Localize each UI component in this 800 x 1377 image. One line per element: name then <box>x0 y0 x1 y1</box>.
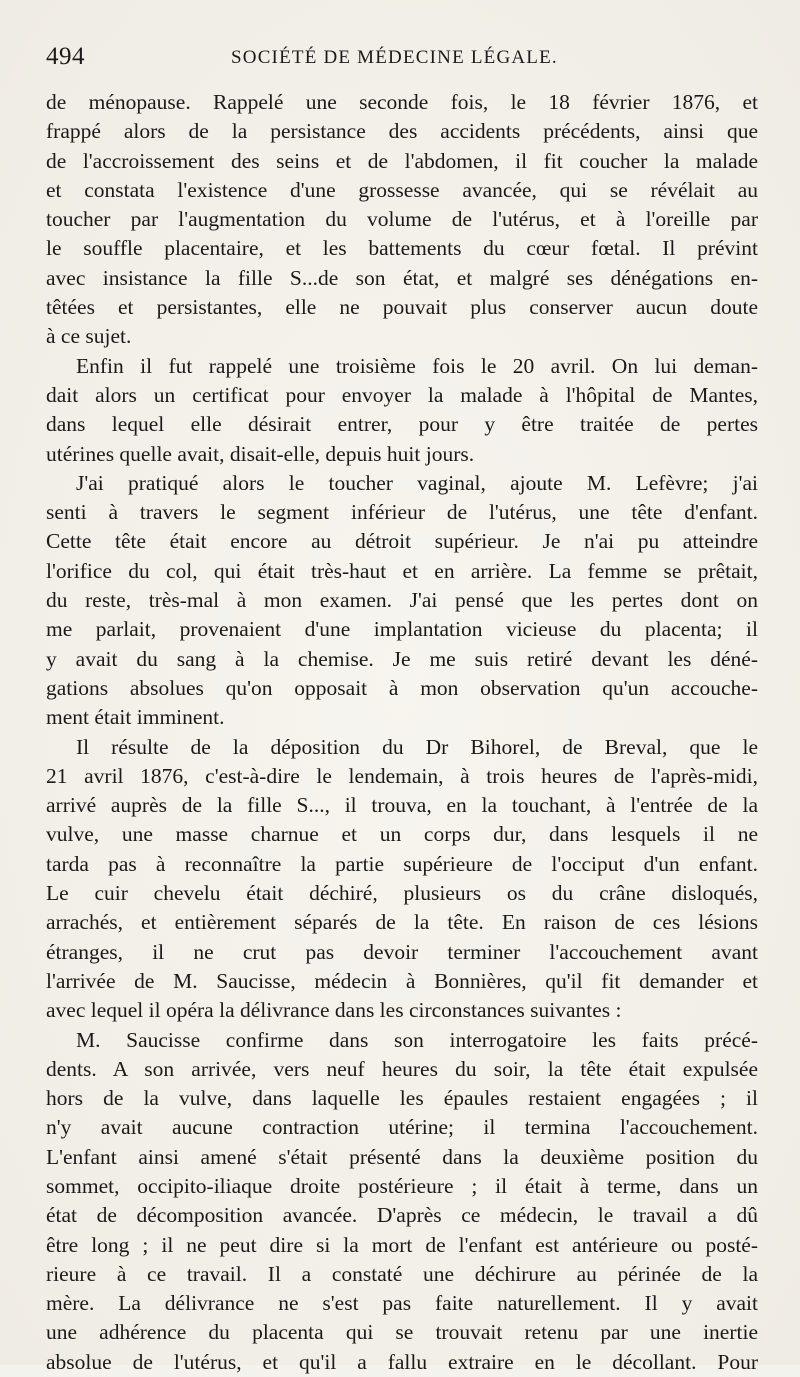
text-line: du reste, très-mal à mon examen. J'ai pensé que les pertes dont on <box>46 586 758 615</box>
text-line: avec insistance la fille S...de son état, et malgré ses dénégations en- <box>46 264 758 293</box>
text-line: frappé alors de la persistance des accidents précédents, ainsi que <box>46 117 758 146</box>
running-head-title: SOCIÉTÉ DE MÉDECINE LÉGALE. <box>231 44 558 72</box>
text-line: y avait du sang à la chemise. Je me suis retiré devant les déné- <box>46 645 758 674</box>
text-line: ment était imminent. <box>46 703 758 732</box>
text-line: sommet, occipito-iliaque droite postérieure ; il était à terme, dans un <box>46 1172 758 1201</box>
text-body <box>46 88 758 1377</box>
text-line: l'orifice du col, qui était très-haut et en arrière. La femme se prêtait, <box>46 557 758 586</box>
text-line: et constata l'existence d'une grossesse avancée, qui se révélait au <box>46 176 758 205</box>
paragraph-3 <box>46 469 758 733</box>
text-line: le souffle placentaire, et les battements du cœur fœtal. Il prévint <box>46 234 758 263</box>
text-line: dans lequel elle désirait entrer, pour y être traitée de pertes <box>46 410 758 439</box>
text-line: à ce sujet. <box>46 322 758 351</box>
text-line: dait alors un certificat pour envoyer la malade à l'hôpital de Mantes, <box>46 381 758 410</box>
text-line: être long ; il ne peut dire si la mort de l'enfant est antérieure ou posté- <box>46 1231 758 1260</box>
text-line: mère. La délivrance ne s'est pas faite naturellement. Il y avait <box>46 1289 758 1318</box>
text-line: n'y avait aucune contraction utérine; il termina l'accouchement. <box>46 1113 758 1142</box>
text-line: 21 avril 1876, c'est-à-dire le lendemain, à trois heures de l'après-midi, <box>46 762 758 791</box>
text-line: arrachés, et entièrement séparés de la tête. En raison de ces lésions <box>46 908 758 937</box>
paragraph-2 <box>46 352 758 469</box>
text-line: vulve, une masse charnue et un corps dur, dans lesquels il ne <box>46 820 758 849</box>
text-line: têtées et persistantes, elle ne pouvait plus conserver aucun doute <box>46 293 758 322</box>
text-line: étranges, il ne crut pas devoir terminer l'accouchement avant <box>46 938 758 967</box>
text-line: de ménopause. Rappelé une seconde fois, le 18 février 1876, et <box>46 88 758 117</box>
text-line: Le cuir chevelu était déchiré, plusieurs os du crâne disloqués, <box>46 879 758 908</box>
text-line: Cette tête était encore au détroit supérieur. Je n'ai pu atteindre <box>46 527 758 556</box>
text-line: une adhérence du placenta qui se trouvait retenu par une inertie <box>46 1318 758 1347</box>
paragraph-1 <box>46 88 758 352</box>
text-line: Il résulte de la déposition du Dr Bihorel, de Breval, que le <box>46 733 758 762</box>
text-line: absolue de l'utérus, et qu'il a fallu extraire en le décollant. Pour <box>46 1348 758 1377</box>
text-line: gations absolues qu'on opposait à mon observation qu'un accouche- <box>46 674 758 703</box>
paragraph-4 <box>46 733 758 1026</box>
text-line: rieure à ce travail. Il a constaté une déchirure au périnée de la <box>46 1260 758 1289</box>
text-line: état de décomposition avancée. D'après ce médecin, le travail a dû <box>46 1201 758 1230</box>
text-line: dents. A son arrivée, vers neuf heures du soir, la tête était expulsée <box>46 1055 758 1084</box>
text-line: me parlait, provenaient d'une implantation vicieuse du placenta; il <box>46 615 758 644</box>
text-line: senti à travers le segment inférieur de l'utérus, une tête d'enfant. <box>46 498 758 527</box>
paragraph-5 <box>46 1026 758 1377</box>
text-line: arrivé auprès de la fille S..., il trouva, en la touchant, à l'entrée de la <box>46 791 758 820</box>
text-line: hors de la vulve, dans laquelle les épaules restaient engagées ; il <box>46 1084 758 1113</box>
text-line: l'arrivée de M. Saucisse, médecin à Bonnières, qu'il fit demander et <box>46 967 758 996</box>
running-head <box>46 42 766 72</box>
text-line: L'enfant ainsi amené s'était présenté dans la deuxième position du <box>46 1143 758 1172</box>
page-number: 494 <box>46 42 85 72</box>
text-line: Enfin il fut rappelé une troisième fois le 20 avril. On lui deman- <box>46 352 758 381</box>
text-line: M. Saucisse confirme dans son interrogatoire les faits précé- <box>46 1026 758 1055</box>
text-line: de l'accroissement des seins et de l'abdomen, il fit coucher la malade <box>46 147 758 176</box>
text-line: J'ai pratiqué alors le toucher vaginal, ajoute M. Lefèvre; j'ai <box>46 469 758 498</box>
text-line: avec lequel il opéra la délivrance dans les circonstances suivantes : <box>46 996 758 1025</box>
text-line: tarda pas à reconnaître la partie supérieure de l'occiput d'un enfant. <box>46 850 758 879</box>
text-line: utérines quelle avait, disait-elle, depuis huit jours. <box>46 440 758 469</box>
text-line: toucher par l'augmentation du volume de l'utérus, et à l'oreille par <box>46 205 758 234</box>
